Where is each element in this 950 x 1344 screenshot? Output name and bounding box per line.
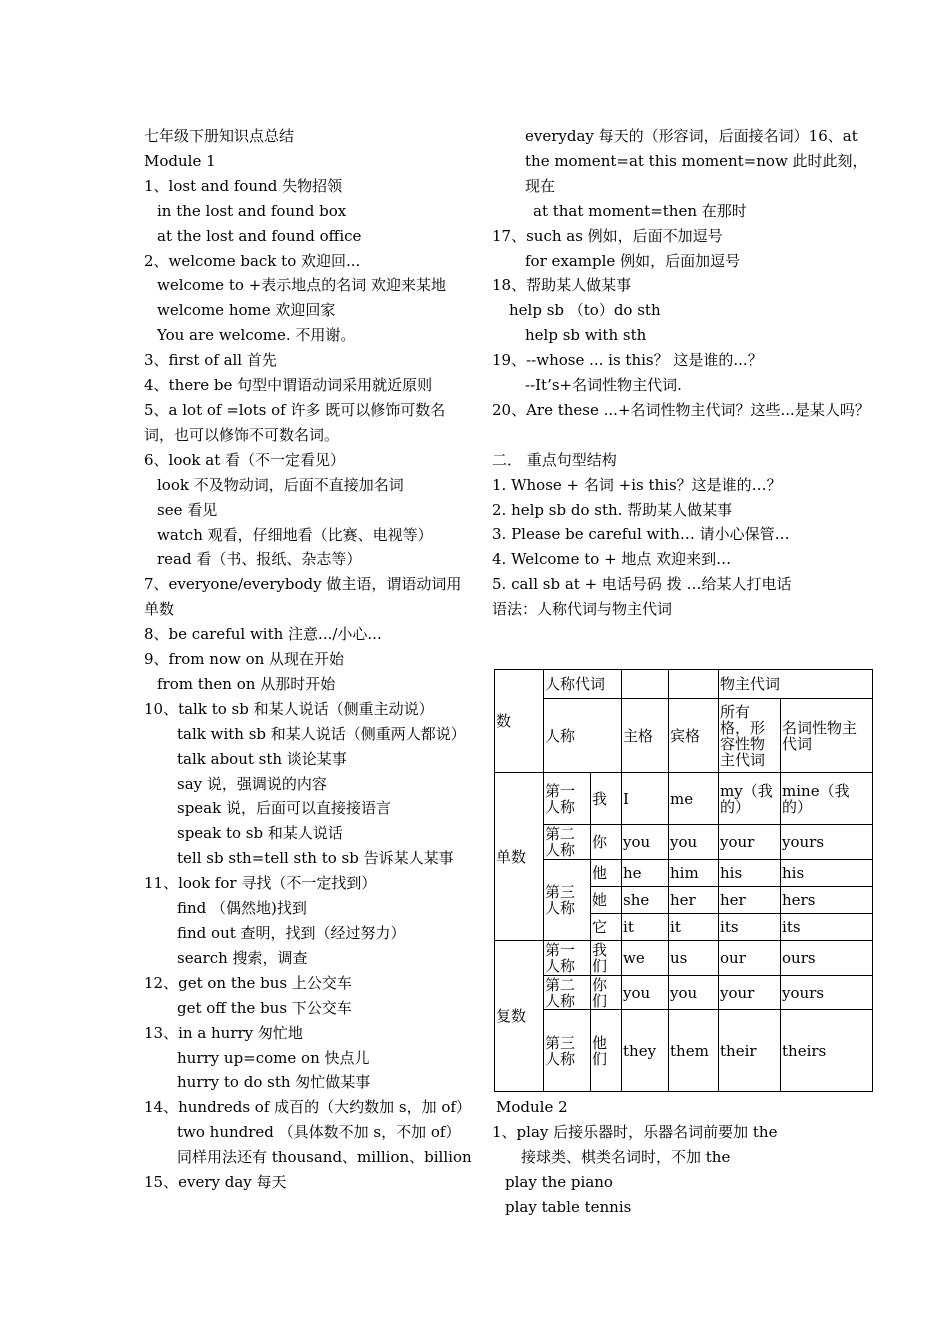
object-cell: us (669, 941, 719, 976)
text-line: look 不及物动词，后面不直接加名词 (157, 475, 404, 494)
object-cell: them (669, 1010, 719, 1092)
text-line: 20、Are these ...+名词性物主代词？这些...是某人吗？ (492, 400, 870, 419)
subject-cell: they (622, 1010, 669, 1092)
text-line: find （偶然地)找到 (177, 899, 307, 918)
adjective-possessive-cell: our (719, 941, 781, 976)
pronoun-cell: 它 (591, 914, 622, 941)
adjective-possessive-cell: its (719, 914, 781, 941)
object-cell: you (669, 976, 719, 1010)
text-line: 12、get on the bus 上公交车 (144, 973, 352, 992)
text-line: hurry to do sth 匆忙做某事 (177, 1073, 371, 1092)
text-line: hurry up=come on 快点儿 (177, 1048, 370, 1067)
text-line: --It’s+名词性物主代词. (525, 376, 682, 395)
text-line: 1、play 后接乐器时，乐器名词前要加 the (492, 1122, 778, 1141)
module-2-section (492, 1095, 876, 1220)
left-column (144, 124, 472, 1195)
pronoun-cell: 她 (591, 887, 622, 914)
pronoun-table (494, 669, 873, 1092)
object-cell: it (669, 914, 719, 941)
subject-cell: you (622, 825, 669, 860)
object-cell: you (669, 825, 719, 860)
subject-cell: she (622, 887, 669, 914)
text-line: Module 2 (496, 1098, 568, 1116)
text-line: 5、a lot of =lots of 许多 既可以修饰可数名词，也可以修饰不可数名词。 (144, 400, 446, 444)
text-line: welcome to +表示地点的名词 欢迎来某地 (157, 276, 446, 295)
text-line: 13、in a hurry 匆忙地 (144, 1023, 303, 1042)
adjective-possessive-cell: your (719, 825, 781, 860)
header-subject-case: 主格 (622, 699, 669, 773)
text-line: talk about sth 谈论某事 (177, 749, 347, 768)
pronoun-cell: 他们 (591, 1010, 622, 1092)
text-line: get off the bus 下公交车 (177, 998, 352, 1017)
subject-cell: it (622, 914, 669, 941)
header-number: 数 (495, 670, 544, 773)
text-line: You are welcome. 不用谢。 (157, 326, 356, 345)
subject-cell: I (622, 773, 669, 825)
text-line: two hundred （具体数不加 s，不加 of） (177, 1123, 461, 1142)
pronoun-cell: 我们 (591, 941, 622, 976)
text-line: watch 观看，仔细地看（比赛、电视等） (157, 525, 433, 544)
second-person-label: 第二人称 (544, 976, 591, 1010)
text-line: 1、lost and found 失物招领 (144, 176, 343, 195)
text-line: help sb with sth (525, 326, 647, 345)
adjective-possessive-cell: my（我的） (719, 773, 781, 825)
text-line: 17、such as 例如，后面不加逗号 (492, 226, 723, 245)
text-line: 6、look at 看（不一定看见） (144, 450, 345, 469)
adjective-possessive-cell: your (719, 976, 781, 1010)
noun-possessive-cell: his (781, 860, 873, 887)
blank-cell (669, 670, 719, 699)
header-adjective-possessive: 所有格，形容性物主代词 (719, 699, 781, 773)
text-line: speak 说，后面可以直接接语言 (177, 799, 391, 818)
text-line: 7、everyone/everybody 做主语，谓语动词用单数 (144, 575, 462, 619)
text-line: 二． 重点句型结构 (492, 450, 617, 469)
singular-label: 单数 (495, 773, 544, 941)
text-line: welcome home 欢迎回家 (157, 301, 336, 320)
third-person-label: 第三人称 (544, 860, 591, 941)
third-person-label: 第三人称 (544, 1010, 591, 1092)
header-possessive-pronoun: 物主代词 (719, 670, 873, 699)
pronoun-cell: 我 (591, 773, 622, 825)
text-line: search 搜索，调查 (177, 948, 308, 967)
text-line: everyday 每天的（形容词，后面接名词）16、at the moment=at this moment=now 此时此刻，现在 (525, 127, 868, 195)
first-person-label: 第一人称 (544, 773, 591, 825)
noun-possessive-cell: yours (781, 825, 873, 860)
text-line: speak to sb 和某人说话 (177, 824, 343, 843)
blank-cell (622, 670, 669, 699)
header-person: 人称 (544, 699, 622, 773)
text-line: from then on 从那时开始 (157, 674, 336, 693)
object-cell: me (669, 773, 719, 825)
text-line: find out 查明，找到（经过努力） (177, 924, 406, 942)
text-line (492, 423, 876, 448)
subject-cell: he (622, 860, 669, 887)
text-line: help sb （to）do sth (509, 301, 661, 320)
pronoun-cell: 你们 (591, 976, 622, 1010)
text-line: 1. Whose + 名词 +is this？这是谁的…？ (492, 475, 782, 494)
noun-possessive-cell: yours (781, 976, 873, 1010)
adjective-possessive-cell: their (719, 1010, 781, 1092)
noun-possessive-cell: ours (781, 941, 873, 976)
text-line: at the lost and found office (157, 226, 362, 245)
header-object-case: 宾格 (669, 699, 719, 773)
text-line: 10、talk to sb 和某人说话（侧重主动说） (144, 699, 434, 718)
pronoun-cell: 他 (591, 860, 622, 887)
text-line: read 看（书、报纸、杂志等） (157, 550, 362, 569)
noun-possessive-cell: theirs (781, 1010, 873, 1092)
header-personal-pronoun: 人称代词 (544, 670, 622, 699)
text-line: 3. Please be careful with… 请小心保管… (492, 525, 790, 544)
text-line: 19、--whose ... is this？ 这是谁的...？ (492, 351, 763, 370)
text-line: at that moment=then 在那时 (533, 201, 747, 220)
text-line: play the piano (505, 1172, 613, 1191)
object-cell: her (669, 887, 719, 914)
header-noun-possessive: 名词性物主代词 (781, 699, 873, 773)
text-line: 4. Welcome to + 地点 欢迎来到… (492, 550, 732, 569)
plural-label: 复数 (495, 941, 544, 1092)
text-line: 9、from now on 从现在开始 (144, 650, 345, 669)
text-line: 18、帮助某人做某事 (492, 276, 632, 295)
text-line: 4、there be 句型中谓语动词采用就近原则 (144, 376, 433, 395)
text-line: Module 1 (144, 151, 216, 170)
text-line: talk with sb 和某人说话（侧重两人都说） (177, 724, 466, 743)
adjective-possessive-cell: her (719, 887, 781, 914)
text-line: tell sb sth=tell sth to sb 告诉某人某事 (177, 849, 454, 868)
subject-cell: we (622, 941, 669, 976)
text-line: 15、every day 每天 (144, 1173, 287, 1192)
text-line: for example 例如，后面加逗号 (525, 251, 741, 270)
subject-cell: you (622, 976, 669, 1010)
object-cell: him (669, 860, 719, 887)
second-person-label: 第二人称 (544, 825, 591, 860)
text-line: 接球类、棋类名词时，不加 the (521, 1147, 731, 1166)
text-line: 11、look for 寻找（不一定找到） (144, 874, 377, 893)
text-line: 七年级下册知识点总结 (144, 127, 295, 145)
text-line: 14、hundreds of 成百的（大约数加 s，加 of） (144, 1098, 471, 1117)
pronoun-cell: 你 (591, 825, 622, 860)
right-column (492, 124, 876, 622)
text-line: 2、welcome back to 欢迎回... (144, 251, 361, 270)
text-line: play table tennis (505, 1197, 632, 1216)
noun-possessive-cell: hers (781, 887, 873, 914)
adjective-possessive-cell: his (719, 860, 781, 887)
noun-possessive-cell: its (781, 914, 873, 941)
text-line: 3、first of all 首先 (144, 351, 277, 370)
text-line: 8、be careful with 注意.../小心... (144, 625, 382, 644)
first-person-label: 第一人称 (544, 941, 591, 976)
noun-possessive-cell: mine（我的） (781, 773, 873, 825)
text-line: 5. call sb at + 电话号码 拨 …给某人打电话 (492, 575, 792, 594)
text-line: 2. help sb do sth. 帮助某人做某事 (492, 500, 733, 519)
text-line: say 说，强调说的内容 (177, 774, 327, 793)
text-line: in the lost and found box (157, 201, 347, 220)
text-line: 同样用法还有 thousand、million、billion (177, 1148, 472, 1167)
text-line: 语法：人称代词与物主代词 (492, 600, 673, 619)
text-line: see 看见 (157, 500, 218, 519)
